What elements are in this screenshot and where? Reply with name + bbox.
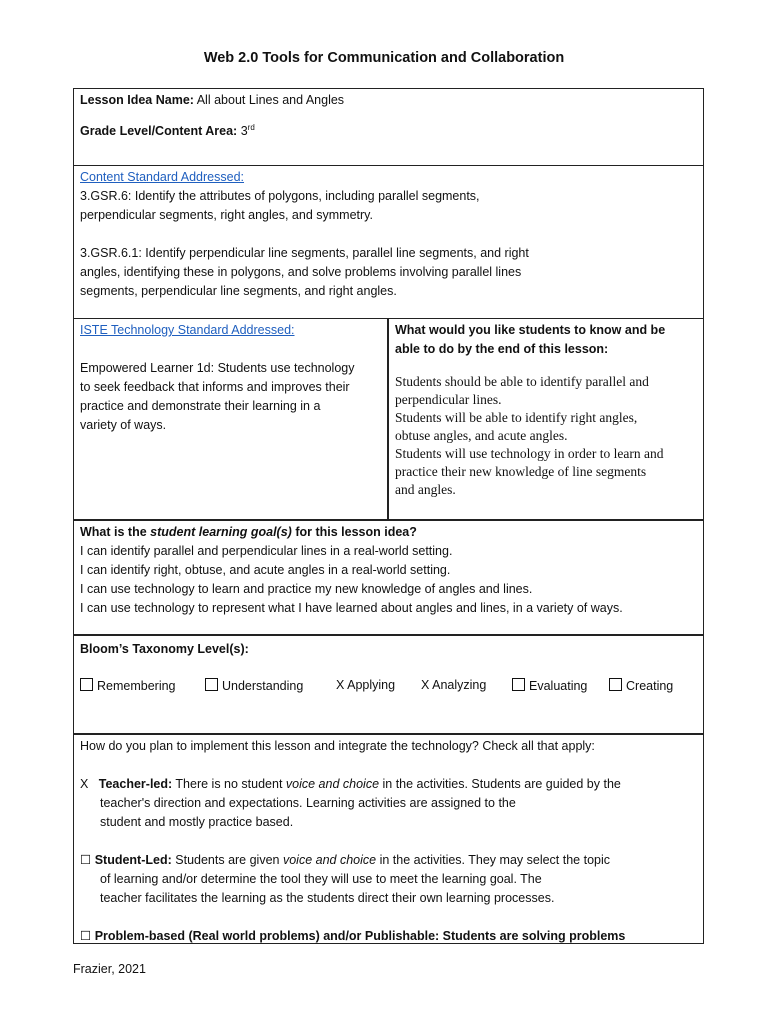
- learning-goals-box: [73, 521, 704, 636]
- blooms-levels-row: [80, 678, 697, 698]
- checkbox-unchecked-icon[interactable]: [80, 678, 93, 691]
- student-led-text: teacher facilitates the learning as the students direct their own learning processes.: [100, 891, 555, 905]
- know-do-column: [389, 319, 703, 519]
- iste-line: to seek feedback that informs and improves their: [80, 380, 350, 394]
- learning-goal: I can use technology to learn and practice my new knowledge of angles and lines.: [80, 582, 533, 596]
- grade-level-label: Grade Level/Content Area:: [80, 124, 238, 139]
- standards-two-column-box: [73, 318, 704, 521]
- know-do-line: Students will use technology in order to learn and: [395, 446, 664, 461]
- know-do-line: Students should be able to identify parallel and: [395, 374, 649, 389]
- content-standard-line: angles, identifying these in polygons, and solve problems involving parallel lines: [80, 265, 522, 279]
- content-standard-spacer: [80, 225, 697, 244]
- iste-line: Empowered Learner 1d: Students use technology: [80, 361, 355, 375]
- iste-line: practice and demonstrate their learning in a: [80, 399, 321, 413]
- lesson-idea-label: Lesson Idea Name:: [80, 93, 194, 107]
- student-led-option[interactable]: ☐ Student-Led: Students are given voice and choice in the activities. They may select the topic: [80, 853, 610, 867]
- blooms-taxonomy-box: [73, 636, 704, 734]
- checkbox-unchecked-icon[interactable]: ☐: [80, 929, 92, 943]
- content-standard-box: [73, 165, 704, 318]
- know-do-line: practice their new knowledge of line segments: [395, 464, 647, 479]
- lesson-idea-row: [80, 91, 697, 110]
- know-do-line: perpendicular lines.: [395, 392, 502, 407]
- know-do-heading-2: able to do by the end of this lesson:: [395, 342, 609, 356]
- teacher-led-text: student and mostly practice based.: [100, 815, 294, 829]
- content-standard-heading[interactable]: Content Standard Addressed:: [80, 170, 245, 184]
- bloom-level-understanding[interactable]: Understanding: [205, 678, 303, 693]
- iste-heading[interactable]: ISTE Technology Standard Addressed:: [80, 323, 295, 337]
- implementation-box: [73, 734, 704, 944]
- checked-x-mark: X: [336, 678, 345, 692]
- checked-x-mark: X: [421, 678, 430, 692]
- document-title: Web 2.0 Tools for Communication and Collaboration: [203, 50, 565, 66]
- checkbox-unchecked-icon[interactable]: ☐: [80, 853, 92, 867]
- blooms-heading: Bloom’s Taxonomy Level(s):: [80, 642, 249, 656]
- teacher-led-text: teacher's direction and expectations. Learning activities are assigned to the: [100, 796, 516, 810]
- learning-goal: I can use technology to represent what I have learned about angles and lines, in a variety of ways.: [80, 601, 623, 615]
- lesson-idea-value: All about Lines and Angles: [193, 93, 345, 107]
- grade-level-value: 3: [237, 124, 248, 139]
- grade-level-suffix: rd: [247, 123, 255, 132]
- bloom-level-remembering[interactable]: Remembering: [80, 678, 176, 693]
- grade-level-row: [80, 118, 697, 141]
- implementation-question: How do you plan to implement this lesson and integrate the technology? Check all that apply:: [80, 739, 595, 753]
- lesson-info-box: [73, 88, 704, 165]
- iste-line: variety of ways.: [80, 418, 167, 432]
- learning-goal: I can identify parallel and perpendicular lines in a real-world setting.: [80, 544, 453, 558]
- teacher-led-option[interactable]: X Teacher-led: There is no student voice and choice in the activities. Students are guided by the: [80, 777, 621, 791]
- know-do-line: and angles.: [395, 482, 456, 497]
- bloom-level-applying[interactable]: X Applying: [336, 678, 396, 692]
- student-led-text: of learning and/or determine the tool they will use to meet the learning goal. The: [100, 872, 542, 886]
- content-standard-line: 3.GSR.6.1: Identify perpendicular line segments, parallel line segments, and right: [80, 246, 529, 260]
- checkbox-unchecked-icon[interactable]: [205, 678, 218, 691]
- content-standard-line: perpendicular segments, right angles, and symmetry.: [80, 208, 373, 222]
- know-do-heading-1: What would you like students to know and be: [395, 323, 666, 337]
- content-standard-line: 3.GSR.6: Identify the attributes of polygons, including parallel segments,: [80, 189, 480, 203]
- bloom-level-evaluating[interactable]: Evaluating: [512, 678, 587, 693]
- checkbox-unchecked-icon[interactable]: [512, 678, 525, 691]
- footer-citation: Frazier, 2021: [73, 962, 146, 976]
- checkbox-unchecked-icon[interactable]: [609, 678, 622, 691]
- know-do-line: Students will be able to identify right angles,: [395, 410, 638, 425]
- know-do-line: obtuse angles, and acute angles.: [395, 428, 568, 443]
- teacher-led-mark: X: [80, 777, 89, 791]
- iste-column: [74, 319, 389, 519]
- problem-based-option[interactable]: ☐ Problem-based (Real world problems) and/or Publishable: Students are solving problems: [80, 929, 626, 943]
- bloom-level-creating[interactable]: Creating: [609, 678, 673, 693]
- learning-goal: I can identify right, obtuse, and acute angles in a real-world setting.: [80, 563, 451, 577]
- content-standard-line: segments, perpendicular line segments, and right angles.: [80, 284, 397, 298]
- learning-goals-heading: What is the student learning goal(s) for this lesson idea?: [80, 525, 417, 539]
- bloom-level-analyzing[interactable]: X Analyzing: [421, 678, 487, 692]
